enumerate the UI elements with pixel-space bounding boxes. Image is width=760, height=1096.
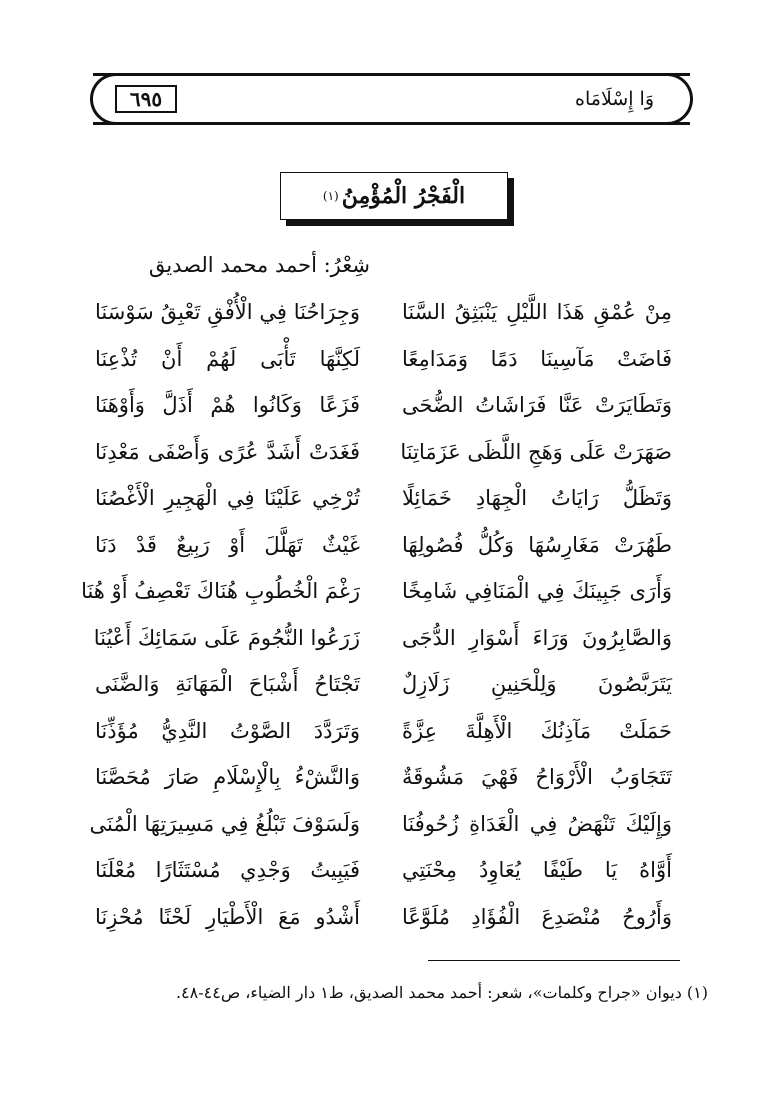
first-hemistich: فَاضَتْ مَآسِينَا دَمًا وَمَدَامِعًا (402, 346, 672, 371)
first-hemistich: يَتَرَبَّصُونَ وَلِلْحَنِينِ زَلَازِلٌ (402, 672, 672, 696)
first-hemistich: حَمَلَتْ مَآذِنُكَ الْأَهِلَّةَ عِزَّةً (402, 718, 672, 743)
second-hemistich: تَجْتَاحُ أَشْبَاحَ الْمَهَانَةِ وَالضَّنَى (95, 672, 360, 696)
verse-row (0, 393, 760, 440)
second-hemistich: أَشْدُو مَعَ الْأَطْيَارِ لَحْنًا مُحْزِنَا (95, 904, 360, 929)
second-hemistich: فَزَعًا وَكَانُوا هُمْ أَذَلَّ وَأَوْهَنَا (95, 393, 360, 417)
verse-row (0, 347, 760, 394)
second-hemistich: رَغْمَ الْخُطُوبِ هُنَاكَ تَعْصِفُ أَوْ هُنَا (81, 579, 360, 603)
footnote: (١) ديوان «جراح وكلمات»، شعر: أحمد محمد الصديق، ط١ دار الضياء، ص٤٤-٤٨. (175, 983, 708, 1002)
second-hemistich: لَكِنَّهَا تَأْبَى لَهُمْ أَنْ تُذْعِنَا (95, 346, 360, 371)
page-header (93, 73, 690, 125)
running-head: وَا إِسْلَامَاه (575, 88, 654, 110)
first-hemistich: وَتَظَلُّ رَايَاتُ الْجِهَادِ خَمَائِلًا (402, 486, 672, 510)
second-hemistich: فَيَبِيتُ وَجْدِي مُسْتَثَارًا مُعْلَنَا (95, 858, 360, 882)
poem-title: الْفَجْرُ الْمُؤْمِنُ (341, 183, 466, 209)
first-hemistich: وَتَطَايَرَتْ عَنَّا فَرَاشَاتُ الضُّحَى (402, 393, 672, 417)
verse-row (0, 719, 760, 766)
verse-row (0, 765, 760, 812)
second-hemistich: وَجِرَاحُنَا فِي الْأُفْقِ تَعْبِقُ سَوْسَنَا (95, 300, 360, 324)
second-hemistich: غَيْثٌ تَهَلَّلَ أَوْ رَبِيعٌ قَدْ دَنَا (95, 532, 360, 557)
verse-row (0, 533, 760, 580)
verse-row (0, 300, 760, 347)
footnote-divider (428, 960, 680, 961)
poet-line: شِعْرُ: أحمد محمد الصديق (148, 253, 370, 277)
poem-verses (0, 300, 760, 951)
first-hemistich: مِنْ عُمْقِ هَذَا اللَّيْلِ يَنْبَثِقُ السَّنَا (402, 300, 672, 324)
first-hemistich: طَهُرَتْ مَغَارِسُهَا وَكُلُّ فُصُولِهَا (402, 532, 672, 557)
second-hemistich: فَغَدَتْ أَشَدَّ عُرًى وَأَصْفَى مَعْدِنَا (95, 439, 360, 464)
verse-row (0, 905, 760, 952)
first-hemistich: وَأَرَى جَبِينَكَ فِي الْمَنَافِي شَامِخًا (402, 579, 672, 603)
first-hemistich: صَهَرَتْ عَلَى وَهَجِ اللَّظَى عَزَمَاتِنَا (400, 439, 672, 464)
second-hemistich: وَالنَّشْءُ بِالْإِسْلَامِ صَارَ مُحَصَّنَا (95, 765, 360, 789)
footnote-marker: (١) (322, 189, 339, 203)
second-hemistich: زَرَعُوا النُّجُومَ عَلَى سَمَائِكَ أَعْيُنَا (93, 625, 360, 650)
verse-row (0, 672, 760, 719)
first-hemistich: تَتَجَاوَبُ الْأَرْوَاحُ فَهْيَ مَشُوقَةٌ (402, 765, 672, 789)
second-hemistich: تُرْخِي عَلَيْنَا فِي الْهَجِيرِ الْأَغْصُنَا (95, 486, 360, 510)
first-hemistich: وَأَرُوحُ مُنْصَدِعَ الْفُؤَادِ مُلَوَّعًا (402, 904, 672, 929)
second-hemistich: وَتَرَدَّدَ الصَّوْتُ النَّدِيُّ مُؤَذِّنَا (95, 718, 360, 743)
verse-row (0, 626, 760, 673)
verse-row (0, 486, 760, 533)
verse-row (0, 579, 760, 626)
first-hemistich: وَالصَّابِرُونَ وَرَاءَ أَسْوَارِ الدُّجَى (402, 625, 672, 650)
verse-row (0, 858, 760, 905)
verse-row (0, 812, 760, 859)
verse-row (0, 440, 760, 487)
first-hemistich: وَإِلَيْكَ تَنْهَضُ فِي الْغَدَاةِ زُحُوفُنَا (402, 811, 672, 836)
poem-title-box (280, 172, 508, 220)
first-hemistich: أَوَّاهُ يَا طَيْفًا يُعَاوِدُ مِحْنَتِي (402, 858, 672, 882)
page-number: ٦٩٥ (115, 85, 177, 113)
second-hemistich: وَلَسَوْفَ تَبْلُغُ فِي مَسِيرَتِهَا الْمُنَى (89, 811, 360, 836)
